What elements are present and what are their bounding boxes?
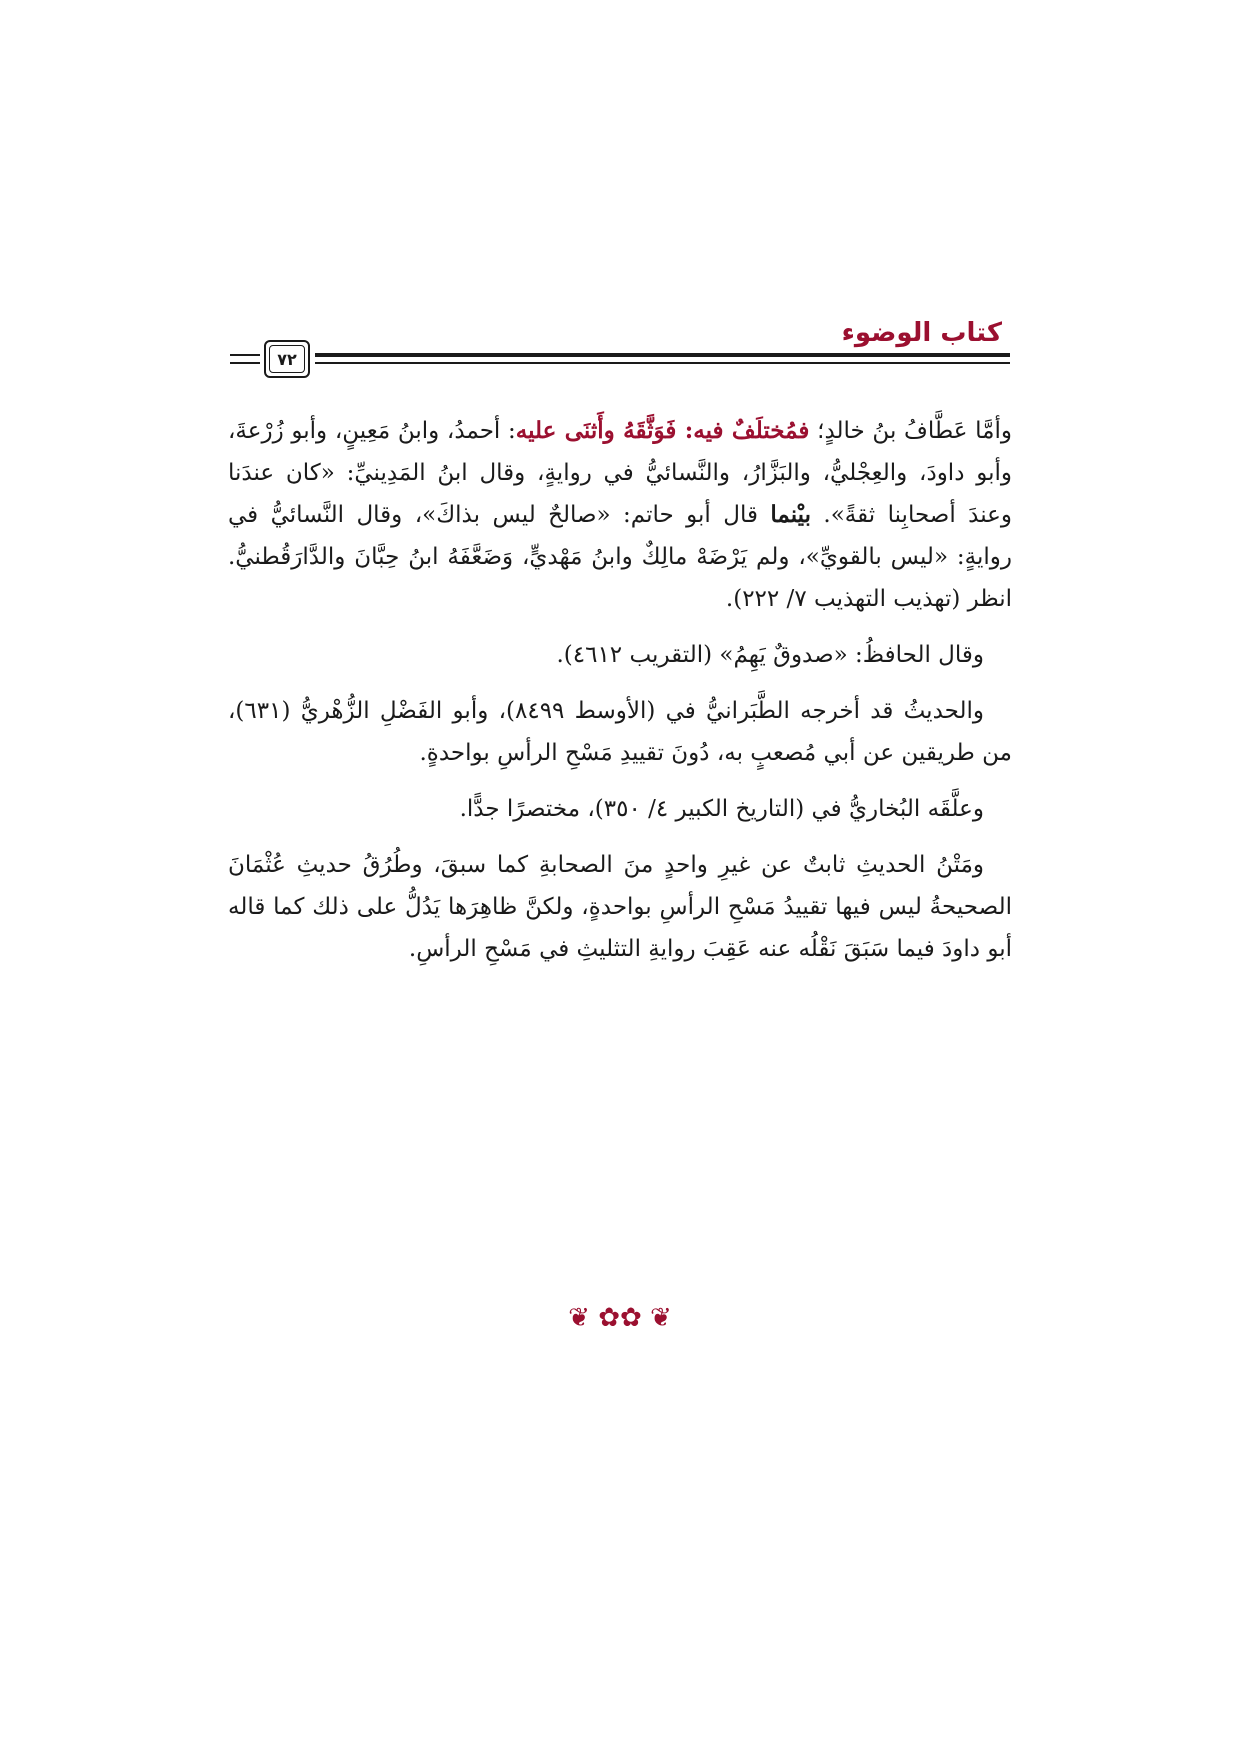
paragraph-hafiz: وقال الحافظُ: «صدوقٌ يَهِمُ» (التقريب ٤٦١٢).: [556, 642, 984, 668]
bold-word: بيْنما: [770, 501, 811, 528]
header-rule-left-top: [230, 354, 260, 356]
paragraph-hadith-takhrij: والحديثُ قد أخرجه الطَّبَرانيُّ في (الأوسط ٨٤٩٩)، وأبو الفَضْلِ الزُّهْريُّ (٦٣١)، من طريقين عن أبي مُصعبٍ به، دُونَ تقييدِ مَسْحِ الرأسِ بواحدةٍ.: [228, 698, 1012, 766]
paragraph-text: قال أبو حاتم: «صالحٌ ليس بذاكَ»، وقال النَّسائيُّ في روايةٍ: «ليس بالقويِّ»، ولم يَرْضَهْ مالِكٌ وابنُ مَهْديٍّ، وَضَعَّفَهُ ابنُ حِبَّانَ والدَّارَقُطنيُّ. انظر (تهذيب التهذيب ٧/ ٢٢٢).: [228, 502, 1012, 612]
paragraph-text: : أحمدُ، وابنُ مَعِينٍ، وأبو زُرْعةَ، وأبو داودَ، والعِجْليُّ، والبَزَّارُ، والنَّسائيُّ في روايةٍ، وقال ابنُ المَدِينيِّ: «كان عندَنا وعندَ أصحابِنا ثقةً».: [228, 418, 1013, 528]
page-number-badge: [264, 340, 310, 378]
page-content: [228, 410, 1012, 984]
header-rule-thick: [315, 353, 1010, 357]
page-header: [230, 318, 1010, 388]
paragraph-text: وأمَّا عَطَّافُ بنُ خالدٍ؛: [809, 418, 1012, 444]
page-number: ٧٢: [269, 345, 305, 373]
paragraph-bukhari: وعلَّقَه البُخاريُّ في (التاريخ الكبير ٤/ ٣٥٠)، مختصرًا جدًّا.: [459, 796, 984, 822]
paragraph-matn: ومَتْنُ الحديثِ ثابتٌ عن غيرِ واحدٍ منَ الصحابةِ كما سبقَ، وطُرُقُ حديثِ عُثْمَانَ الصحيحةُ ليس فيها تقييدُ مَسْحِ الرأسِ بواحدةٍ، ولكنَّ ظاهِرَها يَدُلُّ على ذلك كما قاله أبو داودَ فيما سَبَقَ نَقْلُه عنه عَقِبَ روايةِ التثليثِ في مَسْحِ الرأسِ.: [228, 852, 1012, 962]
header-rule-thin: [315, 362, 1010, 364]
header-rule-left-bottom: [230, 362, 260, 364]
book-title: كتاب الوضوء: [841, 318, 1002, 348]
highlighted-phrase: فمُختلَفٌ فيه: فَوَثَّقَهُ وأَثنَى عليه: [515, 417, 810, 444]
floral-ornament-icon: ❦ ✿✿ ❦: [568, 1303, 672, 1333]
paragraph-atta-ibn-khalid: [228, 410, 1012, 620]
